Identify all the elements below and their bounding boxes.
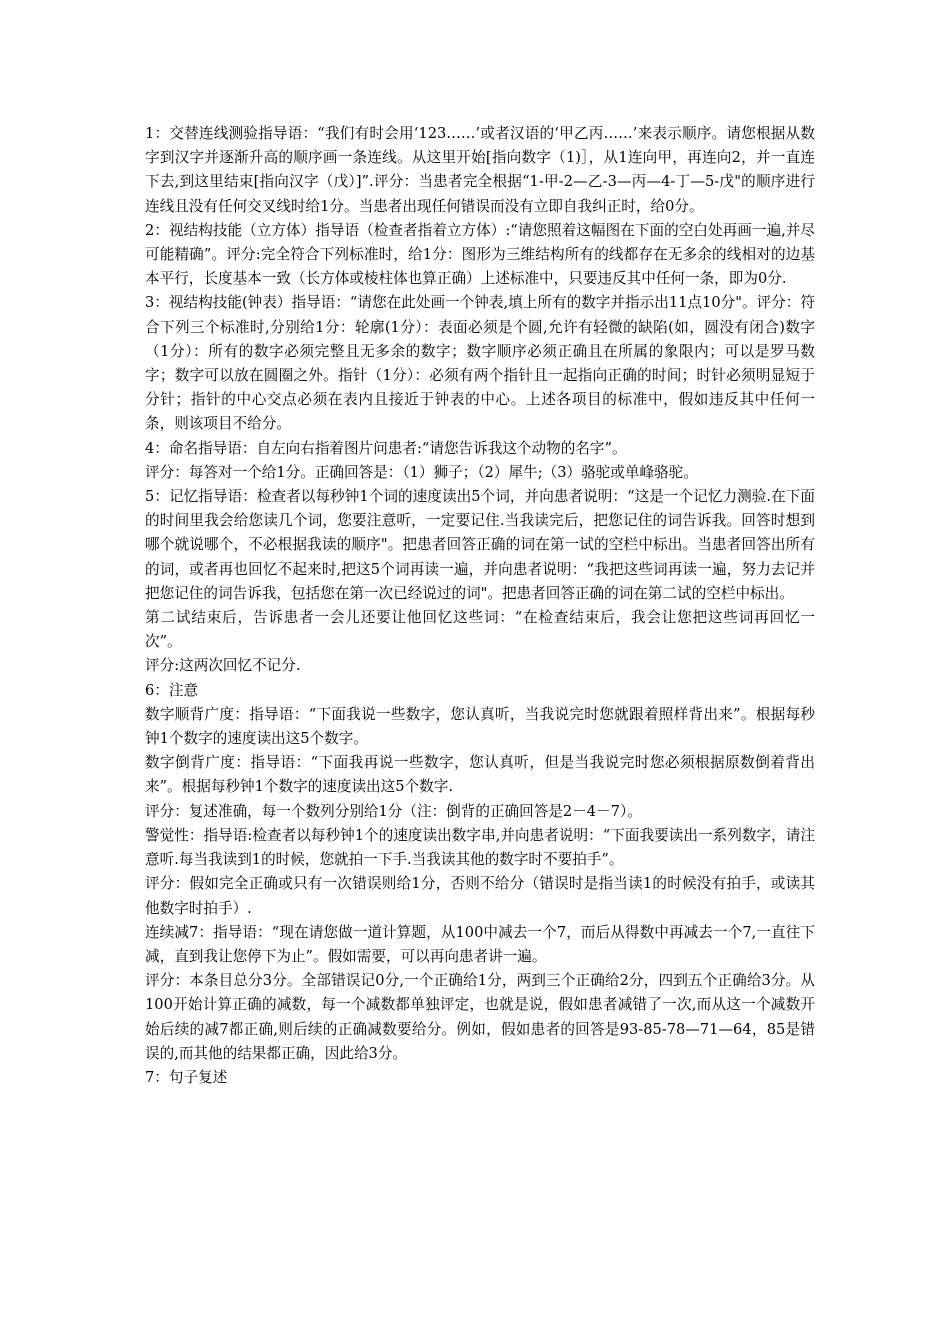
paragraph-digit-scoring: 评分：复述准确，每一个数列分别给1分（注：倒背的正确回答是2－4－7）。 (145, 802, 642, 820)
paragraph-serial-sevens-scoring: 评分：本条目总分3分。全部错误记0分,一个正确给1分，两到三个正确给2分，四到五个正确给3分。从100开始计算正确的减数，每一个减数都单独评定，也就是说，假如患者减错了一次,而从这一个减数开始后续的减7都正确,则后续的正确减数要给分。例如，假如患者的回答是93-85-78—71—64，85是错误的,而其他的结果都正确，因此给3分。 (145, 972, 815, 1062)
paragraph-memory-second-trial: 第二试结束后，告诉患者一会儿还要让他回忆这些词：“在检查结束后，我会让您把这些词再回忆一次”。 (145, 609, 815, 651)
paragraph-cube-copy: 2：视结构技能（立方体）指导语（检查者指着立方体）:“请您照着这幅图在下面的空白处再画一遍,并尽可能精确”。评分:完全符合下列标准时，给1分：图形为三维结构所有的线都存在无多余的线相对的边基本平行，长度基本一致（长方体或棱柱体也算正确）上述标准中，只要违反其中任何一条，即为0分. (145, 221, 815, 288)
paragraph-memory-scoring: 评分:这两次回忆不记分. (145, 657, 301, 675)
paragraph-vigilance: 警觉性：指导语:检查者以每秒钟1个的速度读出数字串,并向患者说明：“下面我要读出一系列数字，请注意听.每当我读到1的时候，您就拍一下手.当我读其他的数字时不要拍手”。 (145, 826, 815, 869)
paragraph-vigilance-scoring: 评分：假如完全正确或只有一次错误则给1分，否则不给分（错误时是指当读1的时候没有拍手，或读其他数字时拍手）. (145, 875, 815, 917)
paragraph-digit-backward: 数字倒背广度：指导语：“下面我再说一些数字，您认真听，但是当我说完时您必须根据原数倒着背出来”。根据每秒钟1个数字的速度读出这5个数字. (145, 754, 815, 796)
paragraph-naming: 4：命名指导语：自左向右指着图片问患者:“请您告诉我这个动物的名字”。 (145, 439, 627, 457)
paragraph-trail-making: 1：交替连线测验指导语：“我们有时会用‘123……’或者汉语的‘甲乙丙……’来表示顺序。请您根据从数字到汉字并逐渐升高的顺序画一条连线。从这里开始[指向数字（1)］，从1连向甲，再连向2，并一直连下去,到这里结束[指向汉字（戊）]”.评分：当患者完全根据“1-甲-2—乙-3—丙—4-丁—5-戊"的顺序进行连线且没有任何交叉线时给1分。当患者出现任何错误而没有立即自我纠正时，给0分。 (145, 125, 815, 215)
document-page (145, 122, 815, 1090)
section-heading-attention: 6：注意 (145, 681, 199, 699)
section-heading-sentence-repetition: 7：句子复述 (145, 1068, 228, 1086)
paragraph-digit-forward: 数字顺背广度：指导语：“下面我说一些数字，您认真听，当我说完时您就跟着照样背出来”。根据每秒钟1个数字的速度读出这5个数字。 (145, 705, 815, 748)
paragraph-clock-drawing: 3：视结构技能(钟表）指导语：“请您在此处画一个钟表,填上所有的数字并指示出11点10分"。评分：符合下列三个标准时,分别给1分：轮廓(1分）：表面必须是个圆,允许有轻微的缺陷(如，圆没有闭合)数字（1分）：所有的数字必须完整且无多余的数字；数字顺序必须正确且在所属的象限内；可以是罗马数字；数字可以放在圆圈之外。指针（1分）：必须有两个指针且一起指向正确的时间；时针必须明显短于分针；指针的中心交点必须在表内且接近于钟表的中心。上述各项目的标准中，假如违反其中任何一条，则该项目不给分。 (145, 294, 815, 433)
paragraph-serial-sevens: 连续减7：指导语：“现在请您做一道计算题，从100中减去一个7，而后从得数中再减去一个7,一直往下减，直到我让您停下为止”。假如需要，可以再向患者讲一遍。 (145, 923, 815, 965)
paragraph-naming-scoring: 评分：每答对一个给1分。正确回答是：（1）狮子；（2）犀牛;（3）骆驼或单峰骆驼。 (145, 463, 698, 481)
paragraph-memory: 5：记忆指导语：检查者以每秒钟1个词的速度读出5个词，并向患者说明：“这是一个记忆力测验.在下面的时间里我会给您读几个词，您要注意听，一定要记住.当我读完后，把您记住的词告诉我。回答时想到哪个就说哪个，不必根据我读的顺序"。把患者回答正确的词在第一试的空栏中标出。当患者回答出所有的词，或者再也回忆不起来时,把这5个词再读一遍，并向患者说明：“我把这些词再读一遍，努力去记并把您记住的词告诉我，包括您在第一次已经说过的词"。把患者回答正确的词在第二试的空栏中标出。 (145, 488, 815, 602)
